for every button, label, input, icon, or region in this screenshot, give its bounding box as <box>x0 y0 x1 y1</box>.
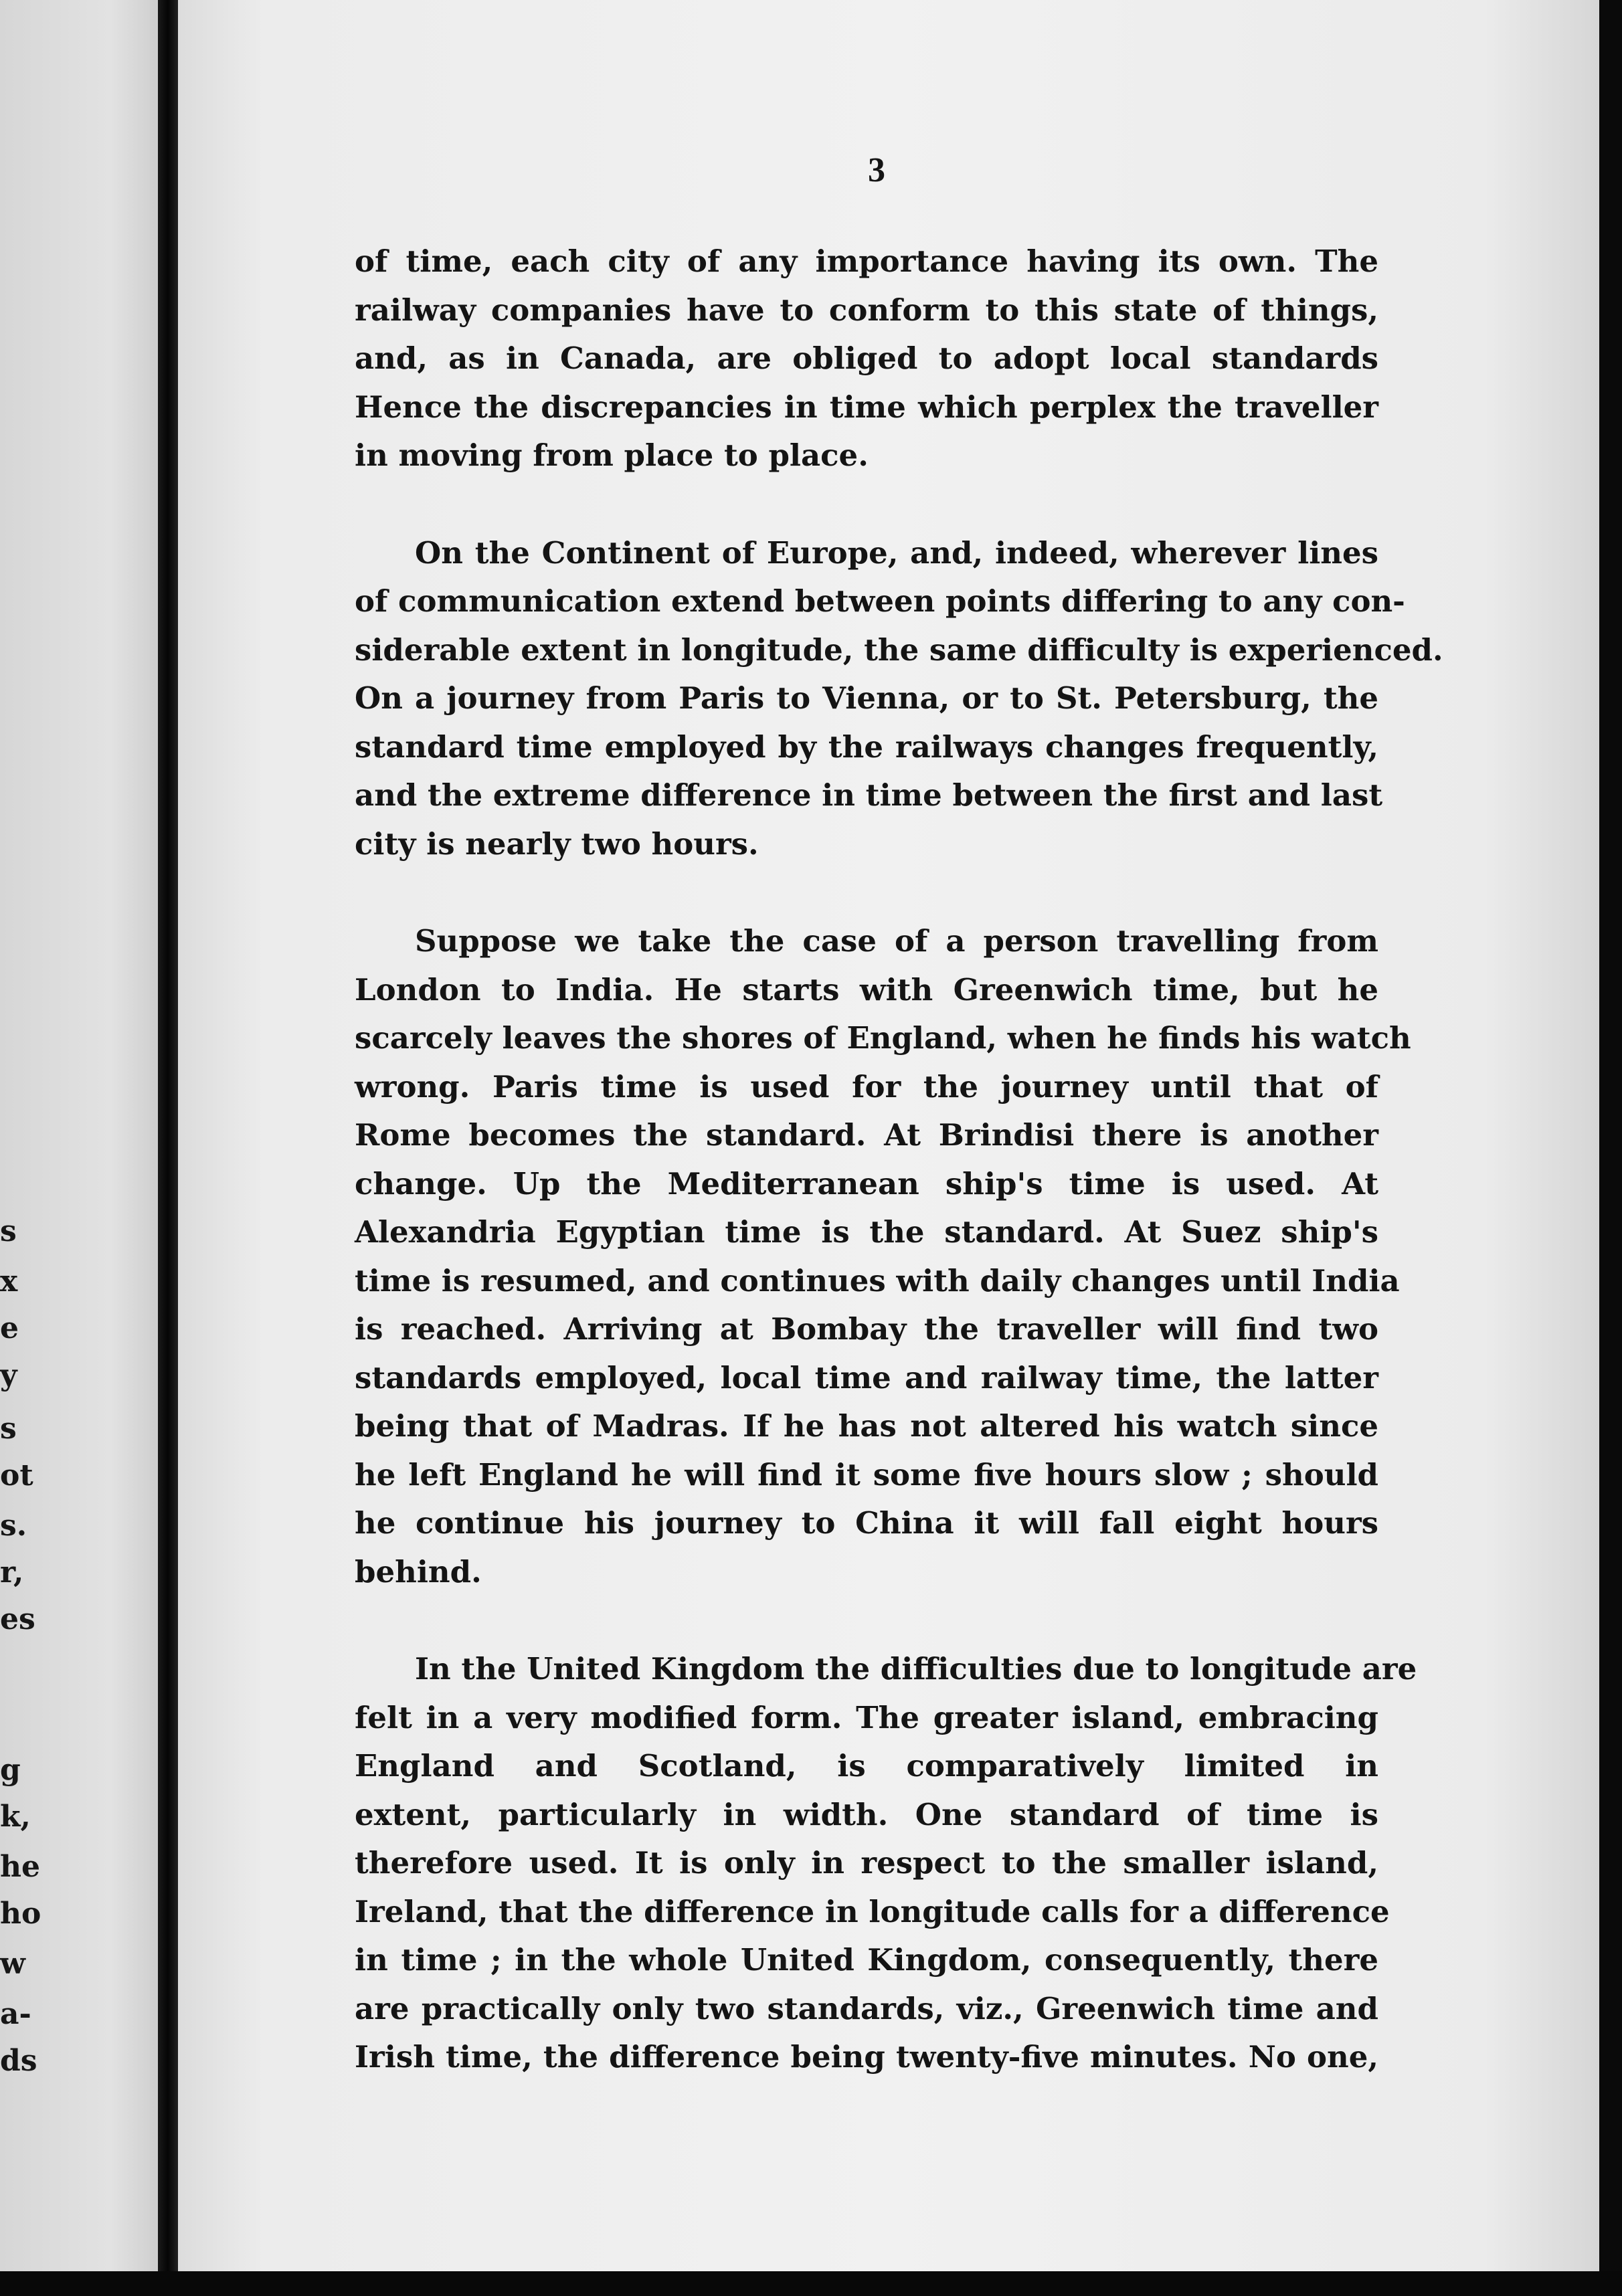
text-line: he continue his journey to China it will fall eight hours <box>355 1505 1378 1541</box>
text-line: railway companies have to conform to this state of things, <box>355 292 1378 328</box>
text-line: standard time employed by the railways changes frequently, <box>355 729 1378 765</box>
text-line: behind. <box>355 1553 482 1590</box>
left-fragment: s. <box>0 1509 27 1543</box>
left-fragment: e <box>0 1311 19 1345</box>
left-fragment: s <box>0 1412 17 1446</box>
left-fragment: x <box>0 1264 18 1299</box>
text-line: standards employed, local time and railway time, the latter <box>355 1359 1378 1396</box>
paragraph <box>355 237 1378 480</box>
left-fragment: ot <box>0 1458 33 1493</box>
text-line: of time, each city of any importance having its own. The <box>355 244 1378 279</box>
bottom-scan-border <box>0 2271 1622 2296</box>
text-line: and the extreme difference in time between the first and last <box>355 777 1383 813</box>
text-line: London to India. He starts with Greenwich time, but he <box>355 971 1378 1008</box>
left-fragment: ho <box>0 1897 41 1931</box>
paragraph <box>355 529 1443 869</box>
text-line: Irish time, the difference being twenty-five minutes. No one, <box>355 2039 1378 2075</box>
text-line: scarcely leaves the shores of England, when he finds his watch <box>355 1020 1411 1056</box>
text-line: in moving from place to place. <box>355 438 869 473</box>
text-line: in time ; in the whole United Kingdom, consequently, there <box>355 1942 1378 1978</box>
text-line: wrong. Paris time is used for the journey until that of <box>355 1068 1378 1105</box>
text-line: are practically only two standards, viz., Greenwich time and <box>355 1990 1378 2026</box>
left-fragment: ds <box>0 2044 37 2078</box>
text-line: is reached. Arriving at Bombay the traveller will find two <box>355 1311 1378 1347</box>
text-line: time is resumed, and continues with daily changes until India <box>355 1262 1400 1299</box>
text-line: therefore used. It is only in respect to the smaller island, <box>355 1845 1378 1881</box>
text-line: Hence the discrepancies in time which perplex the traveller <box>355 389 1378 425</box>
text-line: of communication extend between points differing to any con- <box>355 583 1405 619</box>
text-line: felt in a very modified form. The greater island, embracing <box>355 1699 1378 1735</box>
text-line: change. Up the Mediterranean ship's time is used. At <box>355 1165 1378 1202</box>
text-line: siderable extent in longitude, the same difficulty is experienced. <box>355 632 1443 668</box>
left-fragment: a- <box>0 1997 31 2031</box>
text-line: On the Continent of Europe, and, indeed, wherever lines <box>415 535 1378 571</box>
text-line: he left England he will find it some five hours slow ; should <box>355 1456 1378 1493</box>
text-line: Ireland, that the difference in longitude calls for a difference <box>355 1893 1390 1929</box>
paragraph <box>355 917 1411 1596</box>
left-fragment: y <box>0 1358 17 1392</box>
text-line: Rome becomes the standard. At Brindisi there is another <box>355 1117 1378 1153</box>
left-fragment: es <box>0 1602 35 1636</box>
left-fragment: g <box>0 1753 21 1787</box>
text-line: extent, particularly in width. One standard of time is <box>355 1796 1378 1832</box>
text-line: Suppose we take the case of a person travelling from <box>415 923 1378 959</box>
page-number: 3 <box>868 151 885 189</box>
right-scan-border <box>1599 0 1622 2296</box>
book-gutter <box>158 0 178 2296</box>
text-line: Alexandria Egyptian time is the standard. At Suez ship's <box>355 1214 1378 1250</box>
text-line: and, as in Canada, are obliged to adopt local standards <box>355 341 1378 376</box>
left-fragment: he <box>0 1850 40 1884</box>
text-line: In the United Kingdom the difficulties due to longitude are <box>415 1651 1417 1687</box>
body-text <box>355 237 1443 2131</box>
left-page-text-fragments <box>0 0 40 2296</box>
text-line: On a journey from Paris to Vienna, or to St. Petersburg, the <box>355 680 1378 716</box>
text-line: city is nearly two hours. <box>355 826 759 862</box>
text-line: England and Scotland, is comparatively limited in <box>355 1748 1378 1784</box>
left-fragment: k, <box>0 1800 31 1834</box>
left-fragment: r, <box>0 1555 24 1590</box>
left-fragment: w <box>0 1947 25 1981</box>
left-neighbor-page <box>0 0 158 2296</box>
text-line: being that of Madras. If he has not altered his watch since <box>355 1408 1378 1444</box>
left-fragment: s <box>0 1214 17 1248</box>
paragraph <box>355 1645 1417 2082</box>
